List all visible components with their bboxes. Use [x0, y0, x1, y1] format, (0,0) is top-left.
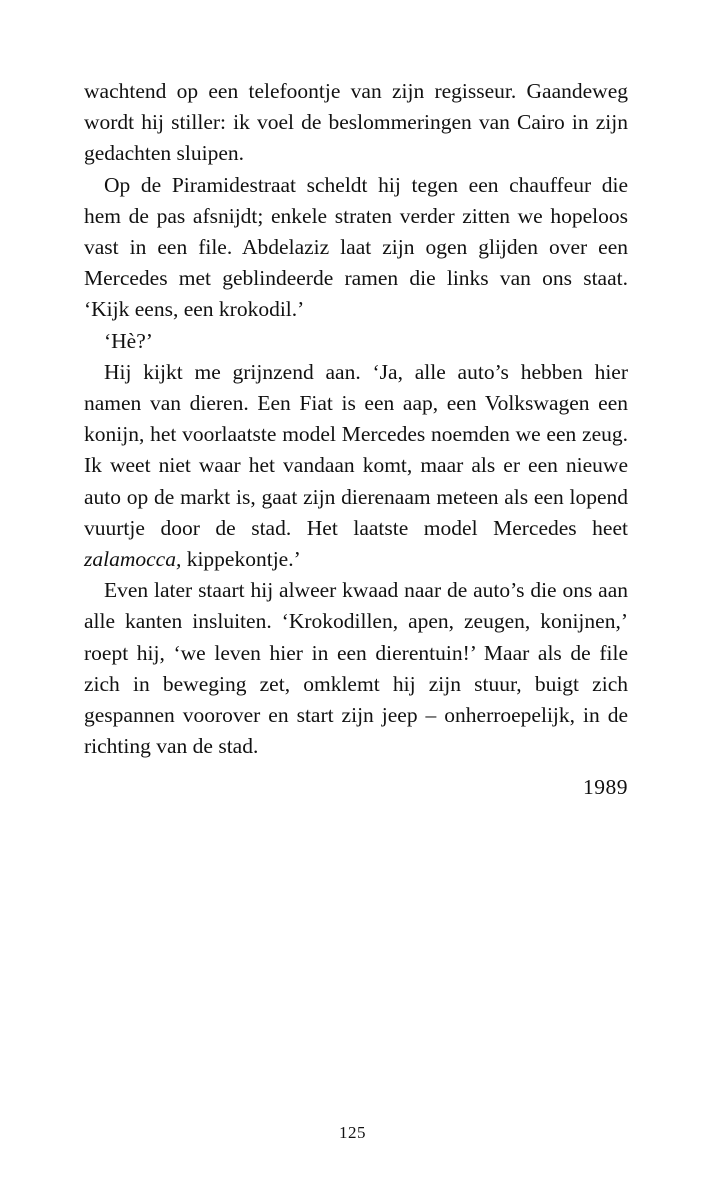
page-number: 125	[339, 1123, 366, 1142]
page-body	[84, 76, 628, 804]
date-year: 1989	[583, 775, 628, 800]
paragraph-4-text-before: Hij kijkt me grijnzend aan. ‘Ja, alle auto’s hebben hier namen van dieren. Een Fiat is een aap, een Volkswagen een konijn, het voorlaatste model Mercedes noemden we een zeug. Ik weet niet waar het vandaan komt, maar als er een nieuwe auto op de markt is, gaat zijn dierenaam meteen als een lopend vuurtje door de stad. Het laatste model Mercedes heet	[84, 359, 628, 540]
paragraph-1: wachtend op een telefoontje van zijn regisseur. Gaandeweg wordt hij stiller: ik voel de beslommeringen van Cairo in zijn gedachten sluipen.	[84, 79, 628, 166]
paragraph-3: ‘Hè?’	[104, 328, 153, 353]
paragraph-2: Op de Piramidestraat scheldt hij tegen een chauffeur die hem de pas afsnijdt; enkele straten verder zitten we hopeloos vast in een file. Abdelaziz laat zijn ogen glijden over een Mercedes met geblindeerde ramen die links van ons staat. ‘Kijk eens, een krokodil.’	[84, 172, 628, 322]
paragraph-4-italic-term: zalamocca,	[84, 547, 182, 572]
paragraph-4	[84, 357, 628, 575]
paragraph-4-text-after: kippekontje.’	[181, 547, 301, 572]
paragraph-5: Even later staart hij alweer kwaad naar de auto’s die ons aan alle kanten insluiten. ‘Krokodillen, apen, zeugen, konijnen,’ roept hij, ‘we leven hier in een dierentuin!’ Maar als de file zich in beweging zet, omklemt hij zijn stuur, buigt zich gespannen voorover en start zijn jeep – onherroepelijk, in de richting van de stad.	[84, 578, 628, 759]
